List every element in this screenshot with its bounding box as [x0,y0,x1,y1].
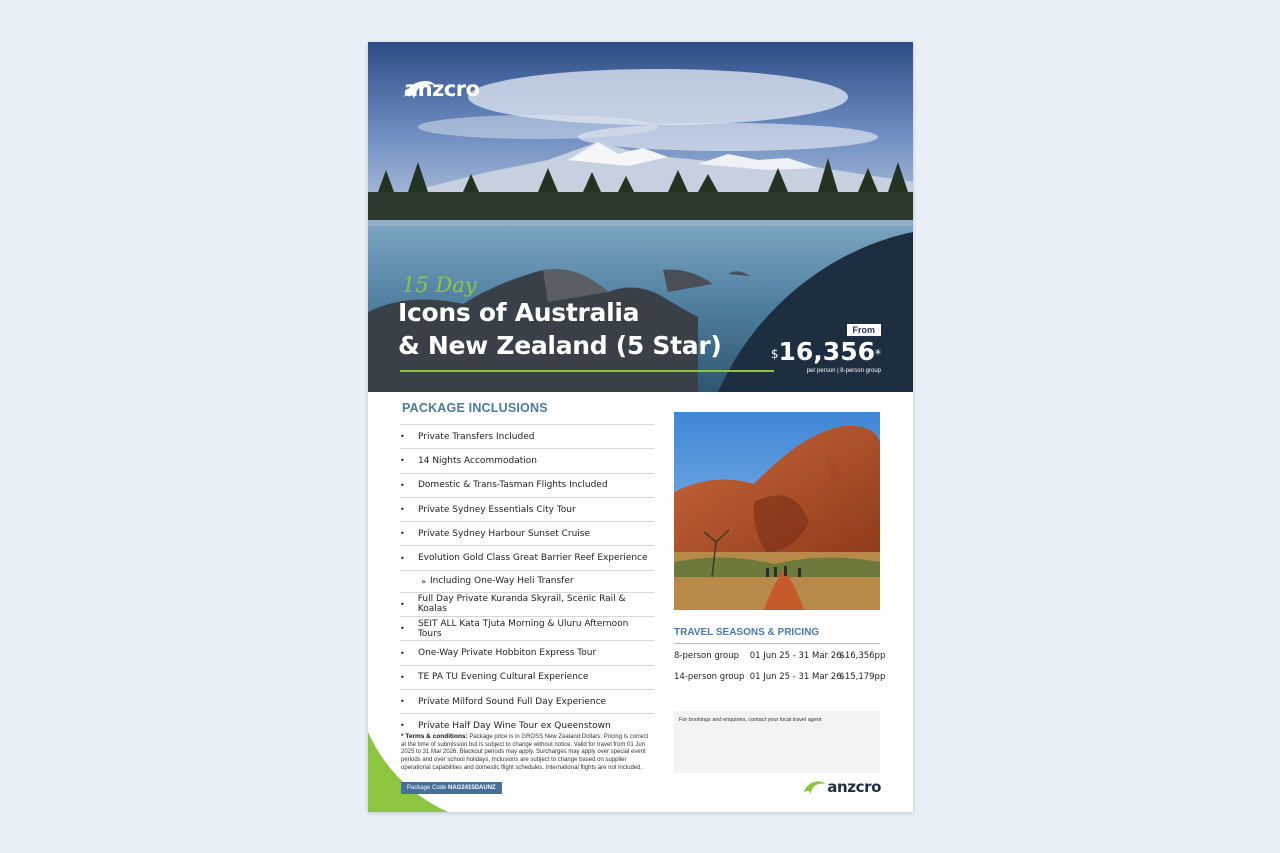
logo-wordmark: anzcro [404,77,480,101]
sub-bullet: » [421,576,426,586]
kangaroo-icon [402,77,436,101]
bullet: • [400,624,405,634]
seasons-heading: TRAVEL SEASONS & PRICING [674,627,820,638]
bullet: • [400,721,405,731]
green-corner-accent [368,732,448,812]
bullet: • [400,553,405,563]
from-label: From [847,324,882,336]
list-item: • Private Sydney Harbour Sunset Cruise [400,521,654,545]
title-line-1: Icons of Australia [398,298,640,327]
trip-duration: 15 Day [402,273,477,297]
title-line-2: & New Zealand (5 Star) [398,331,722,360]
price-block [771,320,881,374]
list-item: • Private Sydney Essentials City Tour [400,497,654,521]
inclusions-heading: PACKAGE INCLUSIONS [402,401,548,415]
list-item: • Evolution Gold Class Great Barrier Reef Experience [400,545,654,569]
bullet: • [400,648,405,658]
hero-banner [368,42,913,392]
anzcro-logo [402,77,480,101]
agent-contact-box [674,711,880,773]
kangaroo-icon [802,778,826,796]
list-item: • 14 Nights Accommodation [400,448,654,472]
price-amount [771,338,881,366]
package-title [398,296,721,362]
package-code-badge [401,782,502,794]
bullet: • [400,599,405,609]
price-asterisk: * [875,347,881,361]
bullet: • [400,697,405,707]
bullet: • [400,505,405,515]
list-item: • Private Milford Sound Full Day Experience [400,689,654,713]
seasons-divider [674,643,880,644]
list-item: • Private Transfers Included [400,424,654,448]
title-underline [400,370,774,372]
terms-text: Package price is in GROSS New Zealand Dollars. Pricing is correct at the time of submission but is subject to change without notice. Valid for travel from 01 Jun 2025 to 31 Mar 2026. Blackout periods may apply. Surcharges may apply over special event periods and over school holidays. Inclusions are subject to change based on supplier operational capabilities and domestic flight schedules. International flights are not included. [401,734,649,771]
uluru-photo [674,412,880,610]
price-note: per person | 8-person group [806,368,881,374]
table-row: 8-person group 01 Jun 25 - 31 Mar 26 $16,356pp [674,651,886,661]
table-row: 14-person group 01 Jun 25 - 31 Mar 26 $15,179pp [674,672,886,682]
anzcro-footer-logo [802,778,881,796]
list-item: • One-Way Private Hobbiton Express Tour [400,640,654,664]
list-item: • Full Day Private Kuranda Skyrail, Scenic Rail & Koalas [400,592,654,616]
bullet: • [400,456,405,466]
bullet: • [400,432,405,442]
package-code-value: NAG2415DAUNZ [448,785,496,791]
bullet: • [400,529,405,539]
logo-wordmark: anzcro [827,778,881,796]
flyer-page [368,42,913,812]
agent-note: For bookings and enquiries, contact your local travel agent [679,717,822,723]
list-subitem: » Including One-Way Heli Transfer [400,570,654,592]
list-item: • Private Half Day Wine Tour ex Queenstown [400,713,654,737]
package-code-label: Package Code [407,785,447,791]
bullet: • [400,672,405,682]
price-value: 16,356 [778,337,875,366]
list-item: • SEIT ALL Kata Tjuta Morning & Uluru Afternoon Tours [400,616,654,640]
bullet: • [400,480,405,490]
inclusions-list [400,424,654,738]
list-item: • TE PA TU Evening Cultural Experience [400,665,654,689]
list-item: • Domestic & Trans-Tasman Flights Included [400,473,654,497]
price-currency: $ [770,347,779,361]
terms-label: * Terms & conditions: [401,733,468,740]
